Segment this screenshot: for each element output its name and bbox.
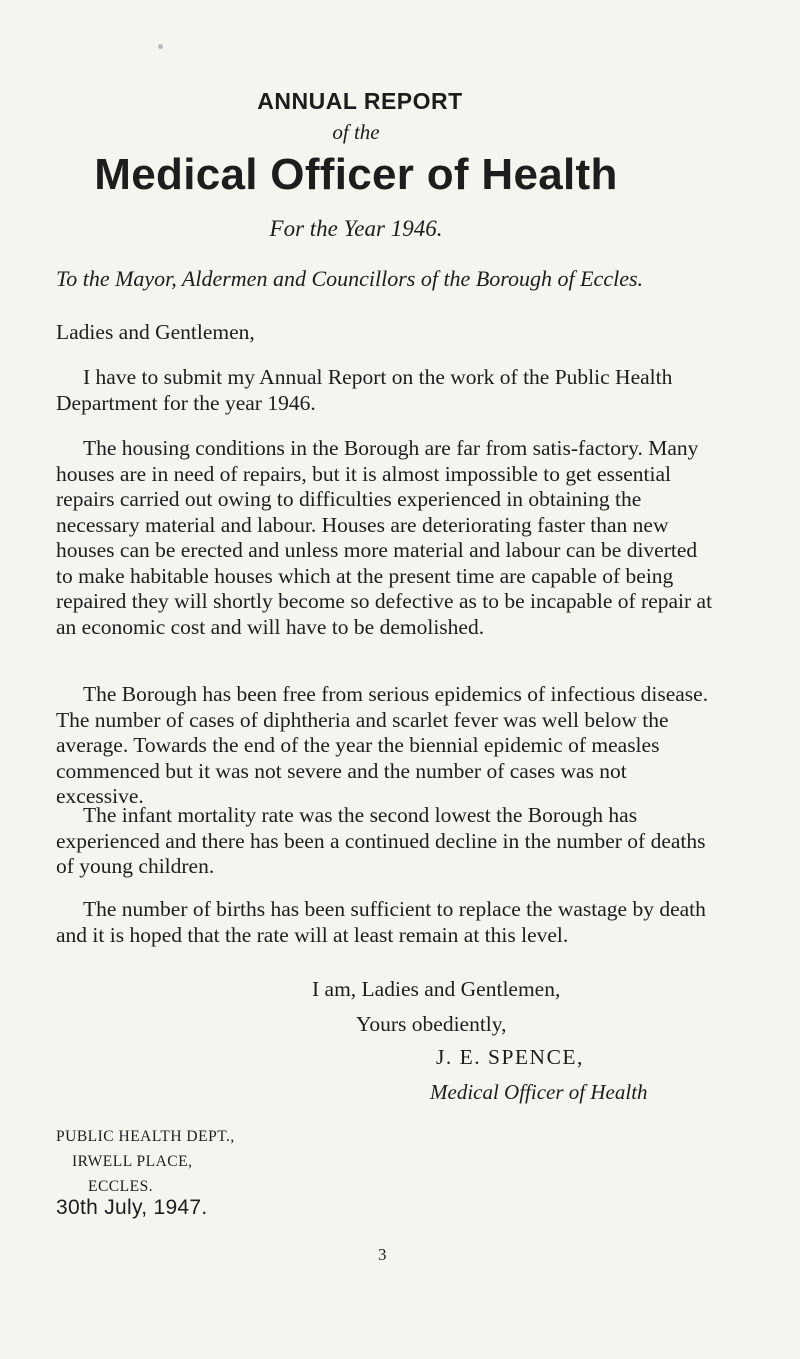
paragraph-infant-mortality: The infant mortality rate was the second lowest the Borough has experienced and there has been a continued decline in the number of deaths of young children.	[56, 803, 706, 878]
closing-line: I am, Ladies and Gentlemen,	[312, 977, 561, 1001]
page-title: Medical Officer of Health	[94, 150, 618, 199]
report-year: For the Year 1946.	[269, 216, 443, 241]
paragraph-epidemics: The Borough has been free from serious epidemics of infectious disease. The number of cases of diphtheria and scarlet fever was well below the average. Towards the end of the year the biennial epidemic of measles commenced but it was not severe and the number of cases was not excessive.	[56, 682, 709, 808]
department-line-2: IRWELL PLACE,	[72, 1153, 193, 1170]
speck-mark	[158, 44, 163, 49]
paragraph-intro: I have to submit my Annual Report on the work of the Public Health Department for the year 1946.	[56, 365, 673, 415]
addressee-line: To the Mayor, Aldermen and Councillors of the Borough of Eccles.	[56, 266, 644, 291]
salutation: Ladies and Gentlemen,	[56, 320, 255, 344]
of-the-text: of the	[332, 120, 380, 144]
signature-title: Medical Officer of Health	[430, 1080, 648, 1104]
closing-yours: Yours obediently,	[356, 1012, 507, 1036]
paragraph-housing: The housing conditions in the Borough are far from satis-factory. Many houses are in need of repairs, but it is almost impossible to get essential repairs carried out owing to difficulties experienced in obtaining the necessary material and labour. Houses are deteriorating faster than new houses can be erected and unless more material and labour can be diverted to make habitable houses which at the present time are capable of being repaired they will shortly become so defective as to be incapable of repair at an economic cost and will have to be demolished.	[56, 436, 713, 639]
signature-name: J. E. SPENCE,	[436, 1045, 584, 1069]
report-label: ANNUAL REPORT	[257, 88, 463, 114]
report-date: 30th July, 1947.	[56, 1196, 208, 1219]
department-line-3: ECCLES.	[88, 1178, 154, 1195]
paragraph-births: The number of births has been sufficient to replace the wastage by death and it is hoped that the rate will at least remain at this level.	[56, 897, 706, 947]
page-number: 3	[378, 1245, 387, 1264]
department-line-1: PUBLIC HEALTH DEPT.,	[56, 1128, 235, 1145]
